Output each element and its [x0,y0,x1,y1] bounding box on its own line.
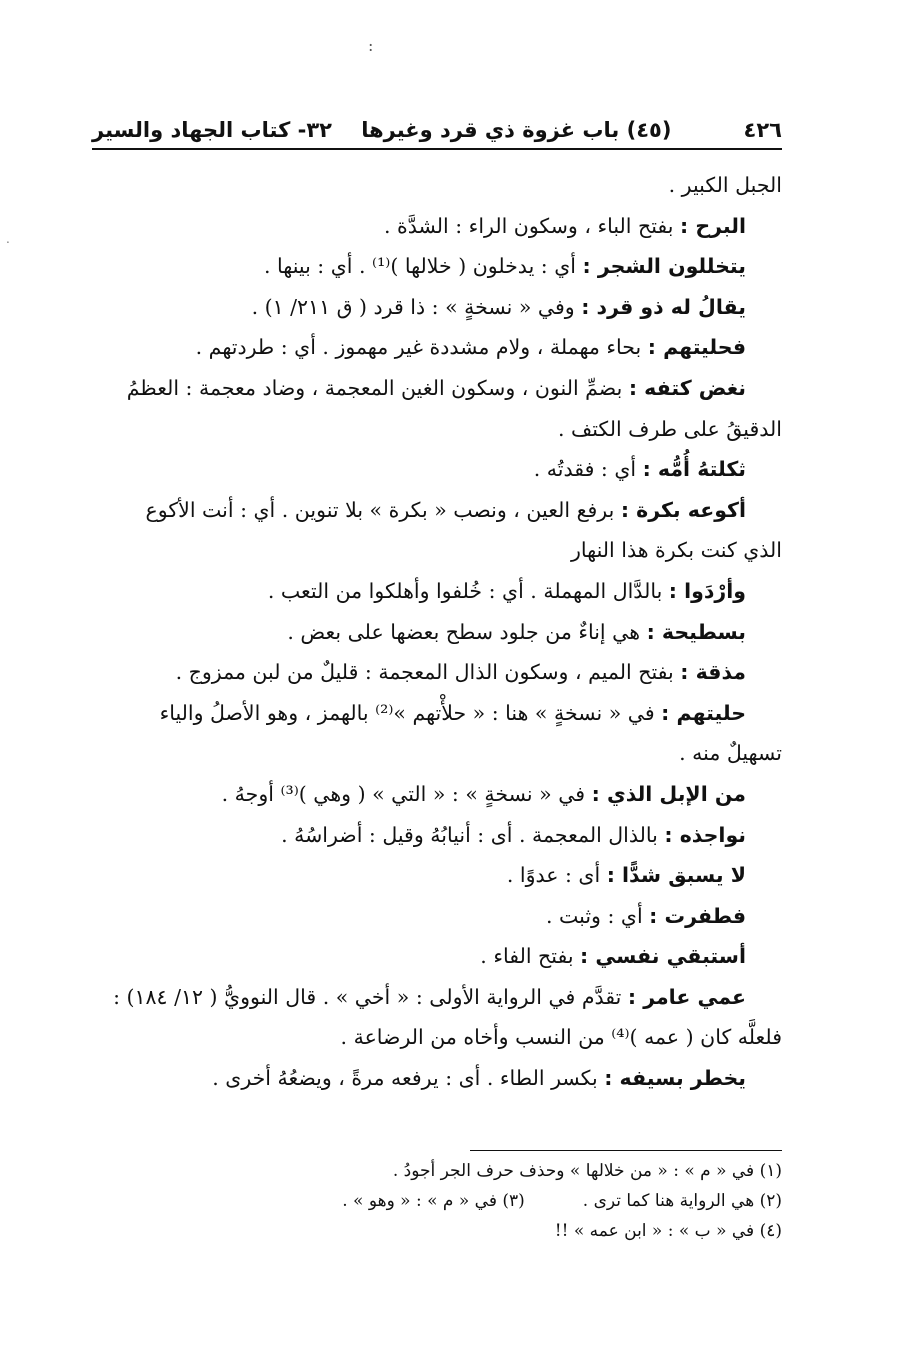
glossary-entry [90,287,782,328]
text-line: فلعلَّه كان ( عمه )⁽⁴⁾ من النسب وأخاه من الرضاعة . [340,1025,782,1050]
entry-text: هي إناءٌ من جلود سطح بعضها على بعض . [287,619,647,644]
entry-text: بالدَّال المهملة . أي : خُلفوا وأهلكوا من التعب . [267,578,669,603]
entry-text: بفتح الفاء . [480,944,581,969]
entry-text: أي : يدخلون ( خلالها )⁽¹⁾ . أي : بينها . [263,254,583,279]
entry-text: في « نسخةٍ » : « التي » ( وهي )⁽³⁾ أوجهُ . [221,781,592,806]
entry-term: ثكلتهُ أُمُّه : [642,457,746,482]
text-line: الذي كنت بكرة هذا النهار [571,538,782,563]
entry-term: من الإبل الذي : [591,781,746,806]
entry-text: وفي « نسخةٍ » : ذا قرد ( ق ٢١١/ ١) . [251,294,582,319]
glossary-entry [90,206,782,247]
entry-term: أستبقي نفسي : [580,944,746,969]
text-line: الدقيقُ على طرف الكتف . [557,416,782,441]
glossary-entry [90,896,782,937]
glossary-entry [90,490,782,531]
glossary-entry [90,977,782,1018]
main-text [90,165,782,1099]
entry-text: تقدَّم في الرواية الأولى : « أخي » . قال النوويُّ ( ١٢/ ١٨٤) : [113,984,628,1009]
entry-text: بفتح الميم ، وسكون الذال المعجمة : قليلٌ من لبن ممزوج . [175,660,681,685]
entry-term: وأرْدَوا : [668,578,746,603]
entry-term: يقالُ له ذو قرد : [581,294,746,319]
page-number: ٤٢٦ [743,118,782,142]
footnote: (٤) في « ب » : « ابن عمه » !! [554,1221,782,1241]
entry-term: فحليتهم : [647,335,746,360]
entry-term: لا يسبق شدًّا : [606,863,746,888]
entry-term: البرح : [680,213,746,238]
footnote-rule [470,1150,782,1151]
entry-text: بفتح الباء ، وسكون الراء : الشدَّة . [383,213,681,238]
text-line: تسهيلٌ منه . [679,741,782,766]
text-line: الجبل الكبير . [668,173,782,197]
glossary-entry [90,693,782,734]
entry-term: يخطر بسيفه : [604,1066,746,1091]
glossary-entry [90,855,782,896]
glossary-entry [90,1058,782,1099]
glossary-entry [90,774,782,815]
entry-term: أكوعه بكرة : [620,497,746,522]
entry-term: يتخللون الشجر : [582,254,746,279]
footnote: (١) في « م » : « من خلالها » وحذف حرف الجر أجودُ . [392,1161,782,1181]
running-title: (٤٥) باب غزوة ذي قرد وغيرها ٣٢- كتاب الجهاد والسير [92,118,672,142]
footnote: (٣) في « م » : « وهو » . [342,1191,525,1211]
entry-text: بالذال المعجمة . أى : أنيابُهُ وقيل : أضراسُهُ . [281,822,665,847]
entry-text: بضمِّ النون ، وسكون الغين المعجمة ، وضاد معجمة : العظمُ [126,375,629,400]
header-rule [92,148,782,150]
footnote-row [220,1186,782,1216]
entry-term: مذقة : [680,660,746,685]
entry-text: برفع العين ، ونصب « بكرة » بلا تنوين . أي : أنت الأكوع [145,497,621,522]
footnote: (٢) هي الرواية هنا كما ترى . [582,1191,782,1211]
entry-term: نواجذه : [664,822,746,847]
glossary-entry [90,327,782,368]
entry-term: نغض كتفه : [628,375,746,400]
entry-term: حليتهم : [661,700,746,725]
entry-text: أي : وثبت . [546,903,650,928]
entry-text: بحاء مهملة ، ولام مشددة غير مهموز . أي : طردتهم . [195,335,648,360]
glossary-entry [90,936,782,977]
glossary-entry [90,815,782,856]
glossary-entry [90,571,782,612]
entry-text: أى : عدوًا . [506,863,607,888]
entry-term: فطفرت : [649,903,746,928]
footnotes [220,1156,782,1246]
glossary-entry [90,368,782,409]
page-header [92,112,782,148]
entry-term: بسطيحة : [646,619,746,644]
entry-term: عمي عامر : [627,984,746,1009]
entry-text: بكسر الطاء . أى : يرفعه مرةً ، ويضعُهُ أخرى . [212,1066,605,1091]
glossary-entry [90,246,782,287]
glossary-entry [90,612,782,653]
entry-text: في « نسخةٍ » هنا : « حلأْتهم »⁽²⁾ بالهمز ، وهو الأصلُ والياء [159,700,662,725]
scan-dot: : [368,36,374,55]
entry-text: أي : فقدتُه . [533,457,643,482]
scan-dot: . [6,232,10,246]
glossary-entry [90,652,782,693]
glossary-entry [90,449,782,490]
